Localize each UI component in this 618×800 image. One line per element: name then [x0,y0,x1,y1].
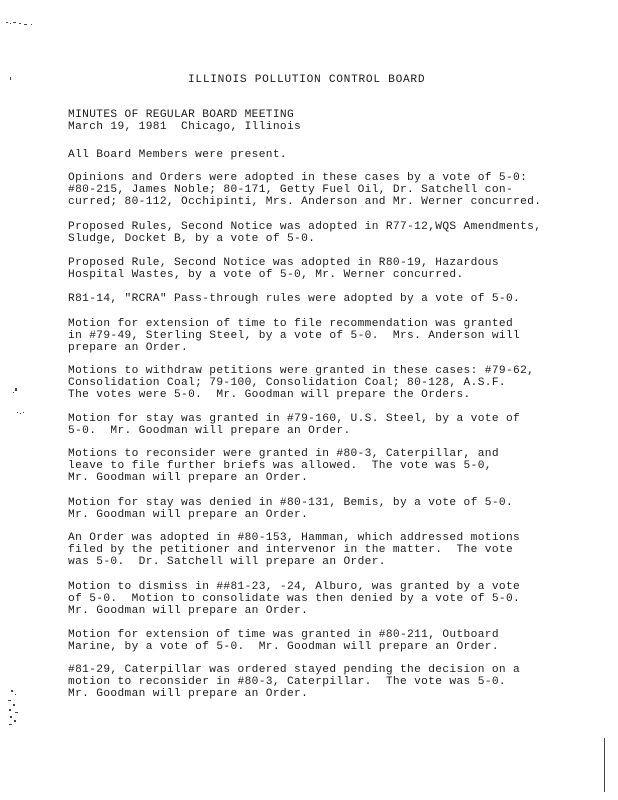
paragraph-extension-outboard: Motion for extension of time was granted in #80-211, Outboard Marine, by a vote of 5-0. Mr. Goodman will prepare an Order. [68,629,499,653]
paragraph-extension-sterling: Motion for extension of time to file recommendation was granted in #79-49, Sterling Steel, by a vote of 5-0. Mrs. Anderson will prepare an Order. [68,318,521,354]
paragraph-proposed-rules: Proposed Rules, Second Notice was adopted in R77-12,WQS Amendments, Sludge, Docket B, by a vote of 5-0. [68,221,542,245]
heading-line-2: March 19, 1981 Chicago, Illinois [68,121,302,133]
paragraph-rcra: R81-14, "RCRA" Pass-through rules were adopted by a vote of 5-0. [68,293,521,305]
document-title: ILLINOIS POLLUTION CONTROL BOARD [188,74,426,86]
paragraph-reconsider-caterpillar: Motions to reconsider were granted in #80-3, Caterpillar, and leave to file further briefs was allowed. The vote was 5-0, Mr. Goodman will prepare an Order. [68,448,499,484]
paragraph-attendance: All Board Members were present. [68,149,287,161]
paragraph-opinions-orders: Opinions and Orders were adopted in these cases by a vote of 5-0: #80-215, James Noble; 80-171, Getty Fuel Oil, Dr. Satchell con- curred; 80-112, Occhipinti, Mrs. Anderson and Mr. Werner concurred. [68,172,542,208]
paragraph-stay-us-steel: Motion for stay was granted in #79-160, U.S. Steel, by a vote of 5-0. Mr. Goodman will prepare an Order. [68,413,521,437]
paragraph-dismiss-alburo: Motion to dismiss in ##81-23, -24, Alburo, was granted by a vote of 5-0. Motion to consolidate was then denied by a vote of 5-0. Mr. Goodman will prepare an Order. [68,581,521,617]
paragraph-order-hamman: An Order was adopted in #80-153, Hamman, which addressed motions filed by the petitioner and intervenor in the matter. The vote was 5-0. Dr. Satchell will prepare an Order. [68,532,521,568]
heading-line-1: MINUTES OF REGULAR BOARD MEETING [68,109,295,121]
paragraph-withdraw-petitions: Motions to withdraw petitions were granted in these cases: #79-62, Consolidation Coal; 79-100, Consolidation Coal; 80-128, A.S.F. The votes were 5-0. Mr. Goodman will prepare the Orders. [68,365,535,401]
paragraph-stay-bemis: Motion for stay was denied in #80-131, Bemis, by a vote of 5-0. Mr. Goodman will prepare an Order. [68,497,514,521]
paragraph-stay-caterpillar: #81-29, Caterpillar was ordered stayed pending the decision on a motion to reconsider in #80-3, Caterpillar. The vote was 5-0. Mr. Goodman will prepare an Order. [68,664,521,700]
paragraph-proposed-rule-hospital: Proposed Rule, Second Notice was adopted in R80-19, Hazardous Hospital Wastes, by a vote of 5-0, Mr. Werner concurred. [68,257,499,281]
